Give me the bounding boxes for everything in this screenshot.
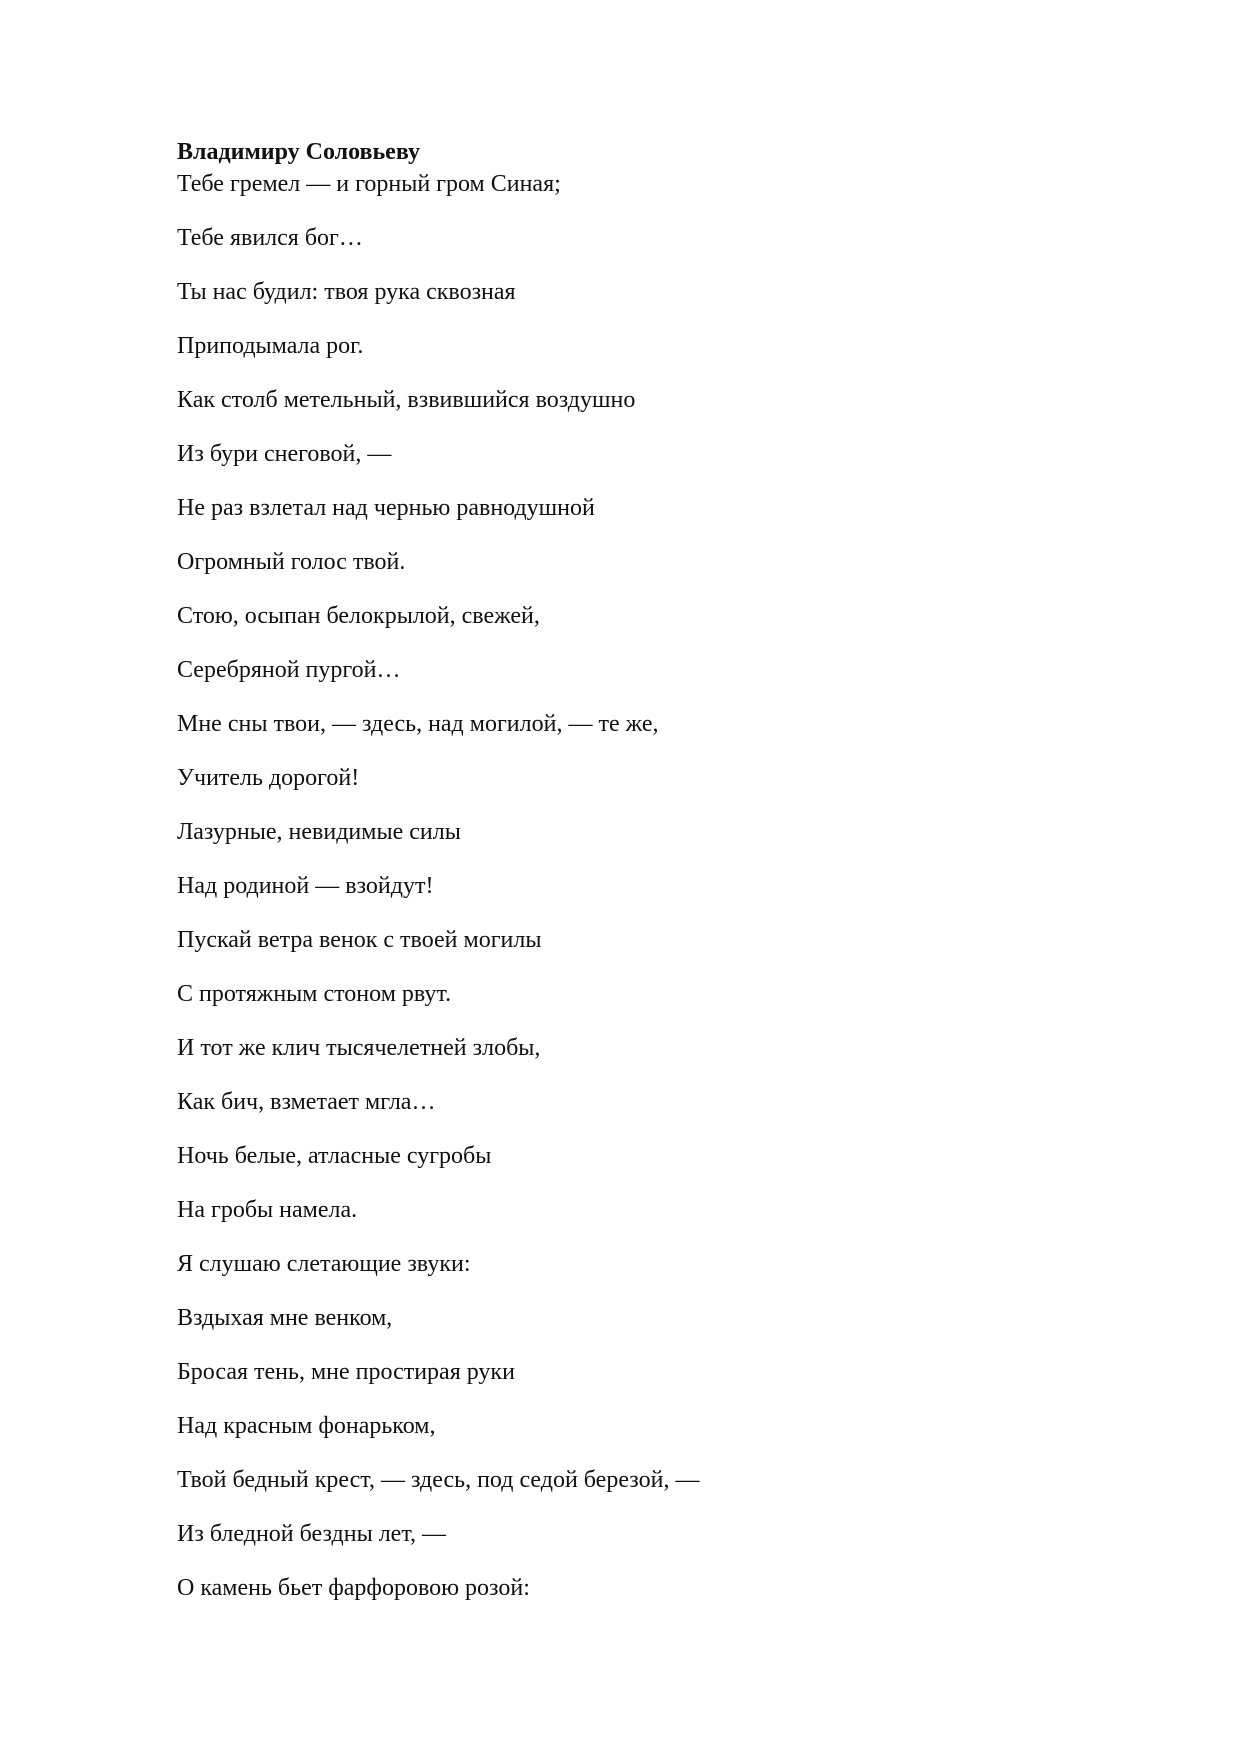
poem-line: Из бури снеговой, —	[177, 441, 392, 467]
poem-line: На гробы намела.	[177, 1197, 358, 1223]
poem-line: Тебе гремел — и горный гром Синая;	[177, 171, 561, 197]
poem-line: Над родиной — взойдут!	[177, 873, 434, 899]
poem-line: Вздыхая мне венком,	[177, 1305, 393, 1331]
poem-line: Как столб метельный, взвившийся воздушно	[177, 387, 636, 413]
poem-line: С протяжным стоном рвут.	[177, 981, 452, 1007]
poem-line: Стою, осыпан белокрылой, свежей,	[177, 603, 540, 629]
poem-title: Владимиру Соловьеву	[177, 139, 420, 165]
poem-line: Твой бедный крест, — здесь, под седой березой, —	[177, 1467, 700, 1493]
poem-line: Огромный голос твой.	[177, 549, 406, 575]
poem-line: Как бич, взметает мгла…	[177, 1089, 436, 1115]
poem-line: Я слушаю слетающие звуки:	[177, 1251, 471, 1277]
poem-line: Из бледной бездны лет, —	[177, 1521, 447, 1547]
poem-line: Приподымала рог.	[177, 333, 364, 359]
poem-line: Мне сны твои, — здесь, над могилой, — те же,	[177, 711, 659, 737]
poem-lines	[177, 168, 1077, 1604]
poem-line: Ночь белые, атласные сугробы	[177, 1143, 492, 1169]
poem-line: Ты нас будил: твоя рука сквозная	[177, 279, 516, 305]
poem-line: Тебе явился бог…	[177, 225, 363, 251]
poem-line: Лазурные, невидимые силы	[177, 819, 461, 845]
poem-line: Не раз взлетал над чернью равнодушной	[177, 495, 595, 521]
poem-line: О камень бьет фарфоровою розой:	[177, 1575, 530, 1601]
poem	[177, 136, 1077, 1626]
poem-line: Серебряной пургой…	[177, 657, 401, 683]
poem-line: Над красным фонарьком,	[177, 1413, 436, 1439]
poem-line: Бросая тень, мне простирая руки	[177, 1359, 515, 1385]
poem-line: Учитель дорогой!	[177, 765, 360, 791]
poem-line: Пускай ветра венок с твоей могилы	[177, 927, 542, 953]
poem-line: И тот же клич тысячелетней злобы,	[177, 1035, 541, 1061]
